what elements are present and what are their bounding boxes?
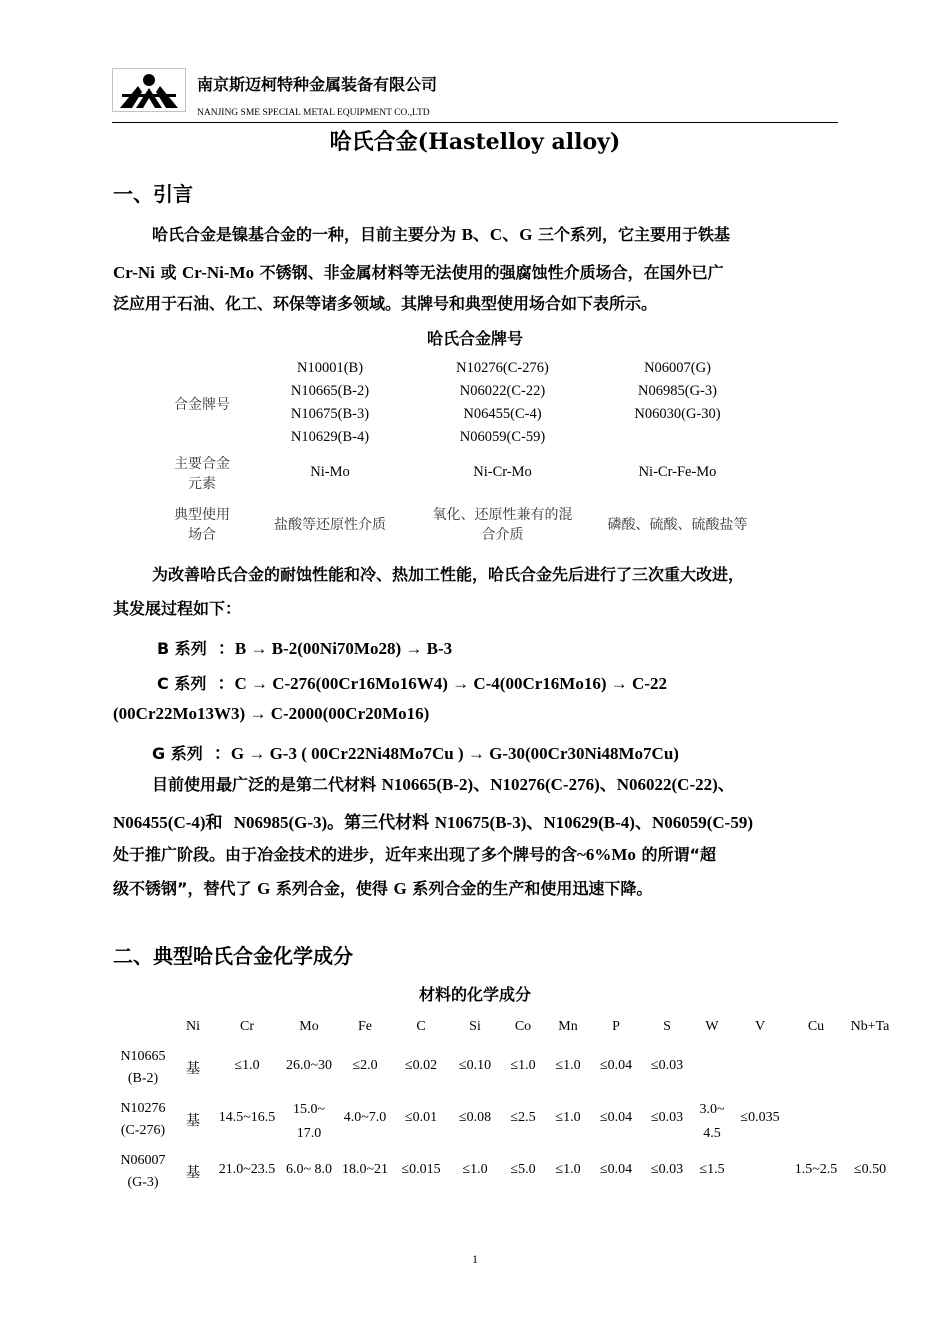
series-g-text: ：G → G-3 ( 00Cr22Ni48Mo7Cu ) → G-30(00Cr30Ni48Mo7Cu) <box>213 744 679 763</box>
grades-table-caption: 哈氏合金牌号 <box>426 329 523 348</box>
row-g3-cu: 1.5~2.5 <box>794 1162 838 1177</box>
row-c276-cr: 14.5~16.5 <box>218 1110 276 1125</box>
row-c276-sub: (C-276) <box>120 1123 166 1138</box>
col-header-c: C <box>416 1019 426 1034</box>
row-b2-fe: ≤2.0 <box>352 1058 378 1073</box>
usage-g: 磷酸、硫酸、硫酸盐等 <box>607 517 748 533</box>
section2-heading: 二、典型哈氏合金化学成分 <box>113 944 353 968</box>
title-cn: 哈氏合金 <box>329 130 418 155</box>
col-header-mn: Mn <box>558 1019 578 1034</box>
row-c276-name: N10276 <box>120 1101 166 1116</box>
para2-line1: 为改善哈氏合金的耐蚀性能和冷、热加工性能，哈氏合金先后进行了三次重大改进， <box>152 565 745 584</box>
row-g3-w: ≤1.5 <box>699 1162 725 1177</box>
col-header-v: V <box>754 1019 766 1034</box>
para3-l4a: 级不锈钢”，替代了 <box>113 879 252 898</box>
para2-line2: 其发展过程如下： <box>113 599 242 618</box>
row-g3-c: ≤0.015 <box>401 1162 441 1177</box>
row-b2-ni: 基 <box>186 1061 200 1077</box>
col-header-fe: Fe <box>358 1019 372 1034</box>
row-label-elements-l1: 主要合金 <box>174 456 230 472</box>
para3-l3c: 的所谓“超 <box>641 845 717 864</box>
row-c276-w <box>694 1098 730 1146</box>
para1-l2c: Cr-Ni-Mo <box>182 263 255 282</box>
row-c276-c: ≤0.01 <box>404 1110 438 1125</box>
row-g3-fe: 18.0~21 <box>341 1162 389 1177</box>
col-header-si: Si <box>469 1019 481 1034</box>
col-header-mo: Mo <box>299 1019 319 1034</box>
company-name-en: NANJING SME SPECIAL METAL EQUIPMENT CO.,LTD <box>197 108 430 118</box>
row-b2-p: ≤0.04 <box>599 1058 633 1073</box>
row-name-c276 <box>112 1098 174 1142</box>
para3-l2c: N10675(B-3)、N10629(B-4)、N06059(C-59) <box>434 813 753 832</box>
company-name-cn: 南京斯迈柯特种金属装备有限公司 <box>197 75 438 94</box>
row-name-g3 <box>112 1150 174 1194</box>
para3-l3b: ~6%Mo <box>577 845 636 864</box>
row-c276-s: ≤0.03 <box>650 1110 684 1125</box>
para3-l4d: G <box>393 879 407 898</box>
grade-b-3: N10629(B-4) <box>290 429 370 445</box>
grade-g-1: N06985(G-3) <box>638 383 717 399</box>
col-header-s: S <box>663 1019 671 1034</box>
series-b-text: ：B → B-2(00Ni70Mo28) → B-3 <box>217 639 453 658</box>
row-g3-p: ≤0.04 <box>599 1162 633 1177</box>
row-g3-name: N06007 <box>120 1153 166 1168</box>
row-b2-name: N10665 <box>120 1049 166 1064</box>
row-label-usage-l2: 场合 <box>188 527 216 543</box>
para1-l2d: 不锈钢、非金属材料等无法使用的强腐蚀性介质场合，在国外已广 <box>259 263 724 282</box>
row-b2-mn: ≤1.0 <box>555 1058 581 1073</box>
grade-b-1: N10665(B-2) <box>290 383 370 399</box>
grade-g-2: N06030(G-30) <box>634 406 721 422</box>
series-c-text: ：C → C-276(00Cr16Mo16W4) → C-4(00Cr16Mo16) → C-22 <box>217 674 667 693</box>
col-header-co: Co <box>514 1019 532 1034</box>
row-b2-mo: 26.0~30 <box>285 1058 333 1073</box>
usage-c-l1: 氧化、还原性兼有的混 <box>432 507 573 523</box>
row-b2-si: ≤0.10 <box>458 1058 492 1073</box>
elements-g: Ni-Cr-Fe-Mo <box>638 464 717 480</box>
row-c276-mo <box>282 1098 336 1146</box>
page-number: 1 <box>472 1252 478 1266</box>
para3-l4e: 系列合金的生产和使用迅速下降。 <box>412 879 653 898</box>
row-c276-v: ≤0.035 <box>740 1110 780 1125</box>
row-g3-ni: 基 <box>186 1165 200 1181</box>
row-c276-ni: 基 <box>186 1113 200 1129</box>
series-b-label: B 系列 <box>157 639 207 658</box>
row-c276-co: ≤2.5 <box>510 1110 536 1125</box>
usage-b: 盐酸等还原性介质 <box>274 517 386 533</box>
row-g3-s: ≤0.03 <box>650 1162 684 1177</box>
col-header-p: P <box>612 1019 620 1034</box>
para1-l1a: 哈氏合金是镍基合金的一种，目前主要分为 <box>152 225 457 244</box>
para3-l4c: 系列合金，使得 <box>275 879 388 898</box>
row-g3-mo: 6.0~ 8.0 <box>285 1162 333 1177</box>
elements-b: Ni-Mo <box>310 464 350 480</box>
grade-g-0: N06007(G) <box>644 360 711 376</box>
row-c276-p: ≤0.04 <box>599 1110 633 1125</box>
series-c-label: C 系列 <box>157 674 207 693</box>
row-b2-sub: (B-2) <box>127 1071 159 1086</box>
grade-c-1: N06022(C-22) <box>459 383 546 399</box>
para1-l1b: B、C、G <box>461 225 533 244</box>
row-label-elements-l2: 元素 <box>188 476 216 492</box>
row-c276-si: ≤0.08 <box>458 1110 492 1125</box>
grade-b-2: N10675(B-3) <box>290 406 370 422</box>
row-label-usage-l1: 典型使用 <box>174 507 230 523</box>
row-c276-fe: 4.0~7.0 <box>343 1110 387 1125</box>
row-g3-co: ≤5.0 <box>510 1162 536 1177</box>
grade-c-0: N10276(C-276) <box>456 360 549 376</box>
row-c276-w-l2: 4.5 <box>703 1126 721 1141</box>
row-b2-cr: ≤1.0 <box>234 1058 260 1073</box>
row-c276-mn: ≤1.0 <box>555 1110 581 1125</box>
usage-c-l2: 合介质 <box>481 527 524 543</box>
series-g-label: G 系列 <box>152 744 203 763</box>
composition-table-caption: 材料的化学成分 <box>418 985 531 1004</box>
row-c276-mo-l2: 17.0 <box>296 1126 322 1141</box>
series-c-text2: (00Cr22Mo13W3) → C-2000(00Cr20Mo16) <box>113 704 430 723</box>
grade-b-0: N10001(B) <box>296 360 364 376</box>
col-header-cr: Cr <box>240 1019 254 1034</box>
row-b2-co: ≤1.0 <box>510 1058 536 1073</box>
col-header-ni: Ni <box>186 1019 200 1034</box>
row-label-grade: 合金牌号 <box>174 397 230 413</box>
row-g3-mn: ≤1.0 <box>555 1162 581 1177</box>
col-header-w: W <box>705 1019 719 1034</box>
para3-l1b: N10665(B-2)、N10276(C-276)、N06022(C-22)、 <box>381 775 735 794</box>
grade-c-2: N06455(C-4) <box>463 406 542 422</box>
row-name-b2 <box>112 1046 174 1090</box>
para1-l1c: 三个系列，它主要用于铁基 <box>538 225 731 244</box>
row-b2-c: ≤0.02 <box>404 1058 438 1073</box>
para3-l1a: 目前使用最广泛的是第二代材料 <box>152 775 377 794</box>
para1-line3: 泛应用于石油、化工、环保等诸多领域。其牌号和典型使用场合如下表所示。 <box>113 294 658 313</box>
para1-l2a: Cr-Ni <box>113 263 155 282</box>
row-g3-nbta: ≤0.50 <box>853 1162 887 1177</box>
row-c276-mo-l1: 15.0~ <box>292 1102 326 1117</box>
row-g3-sub: (G-3) <box>127 1175 159 1190</box>
para3-l2b: N06985(G-3)。第三代材料 <box>233 813 430 832</box>
para3-l2a: N06455(C-4)和 <box>113 813 223 832</box>
para3-l4b: G <box>257 879 271 898</box>
elements-c: Ni-Cr-Mo <box>473 464 532 480</box>
row-g3-cr: 21.0~23.5 <box>218 1162 276 1177</box>
title-en: (Hastelloy alloy) <box>417 129 621 155</box>
row-b2-s: ≤0.03 <box>650 1058 684 1073</box>
row-g3-si: ≤1.0 <box>462 1162 488 1177</box>
col-header-nbta: Nb+Ta <box>850 1019 890 1034</box>
col-header-cu: Cu <box>807 1019 825 1034</box>
section1-heading: 一、引言 <box>113 182 193 206</box>
para1-l2b: 或 <box>160 263 177 282</box>
para3-l3a: 处于推广阶段。由于冶金技术的进步，近年来出现了多个牌号的含 <box>113 845 578 864</box>
row-c276-w-l1: 3.0~ <box>699 1102 725 1117</box>
grade-c-3: N06059(C-59) <box>459 429 546 445</box>
